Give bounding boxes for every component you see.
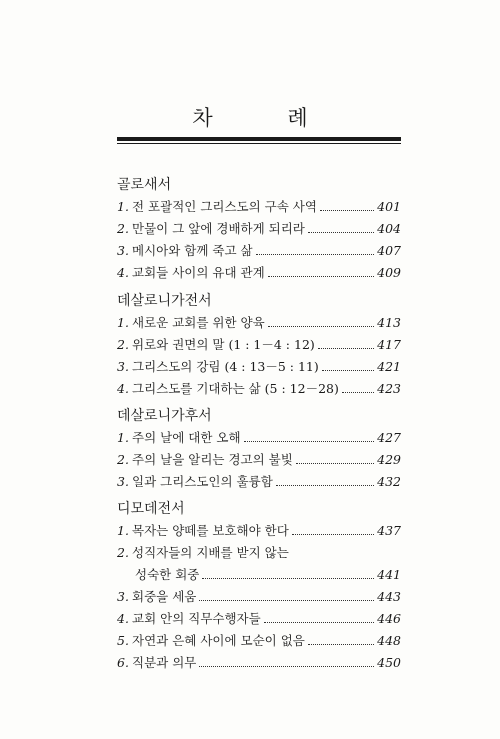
entry-page: 437 bbox=[377, 523, 401, 538]
leader-dots bbox=[268, 276, 374, 277]
section-title: 골로새서 bbox=[117, 177, 172, 193]
section-colossians bbox=[117, 174, 401, 284]
toc-entry-continuation[interactable] bbox=[117, 564, 401, 586]
leader-dots bbox=[244, 441, 375, 442]
entry-number: 5. bbox=[117, 633, 129, 648]
toc-entry[interactable] bbox=[117, 356, 401, 378]
entry-title: 그리스도의 강림 (4 : 13－5 : 11) bbox=[132, 359, 319, 374]
entry-page: 429 bbox=[377, 452, 401, 467]
entry-page: 407 bbox=[377, 243, 401, 258]
leader-dots bbox=[276, 485, 374, 486]
toc-entry[interactable] bbox=[117, 334, 401, 356]
toc-entry[interactable] bbox=[117, 262, 401, 284]
leader-dots bbox=[322, 370, 374, 371]
entry-page: 417 bbox=[377, 337, 401, 352]
leader-dots bbox=[308, 644, 374, 645]
toc-entry[interactable] bbox=[117, 542, 401, 564]
toc-entry[interactable] bbox=[117, 312, 401, 334]
entry-page: 413 bbox=[377, 315, 401, 330]
toc-entry[interactable] bbox=[117, 449, 401, 471]
entry-title: 주의 날을 알리는 경고의 불빛 bbox=[132, 452, 293, 467]
toc-entry[interactable] bbox=[117, 652, 401, 674]
entry-number: 3. bbox=[117, 243, 129, 258]
page-title: 차 례 bbox=[192, 106, 342, 130]
entry-page: 432 bbox=[377, 474, 401, 489]
entry-number: 1. bbox=[117, 199, 129, 214]
entry-title: 그리스도를 기대하는 삶 (5 : 12－28) bbox=[132, 381, 339, 396]
entry-title: 전 포괄적인 그리스도의 구속 사역 bbox=[132, 199, 317, 214]
section-1-timothy bbox=[117, 498, 401, 674]
entry-page: 427 bbox=[377, 430, 401, 445]
section-title: 데살로니가후서 bbox=[117, 408, 212, 424]
toc-entry[interactable] bbox=[117, 378, 401, 400]
leader-dots bbox=[268, 326, 374, 327]
entry-title: 교회 안의 직무수행자들 bbox=[132, 611, 261, 626]
leader-dots bbox=[296, 463, 374, 464]
entry-number: 2. bbox=[117, 337, 129, 352]
entry-number: 1. bbox=[117, 523, 129, 538]
section-title: 데살로니가전서 bbox=[117, 293, 212, 309]
entry-page: 446 bbox=[377, 611, 401, 626]
entry-number: 4. bbox=[117, 265, 129, 280]
leader-dots bbox=[202, 578, 374, 579]
entry-page: 409 bbox=[377, 265, 401, 280]
section-2-thessalonians bbox=[117, 405, 401, 493]
entry-number: 2. bbox=[117, 221, 129, 236]
toc-entry[interactable] bbox=[117, 218, 401, 240]
section-title: 디모데전서 bbox=[117, 501, 185, 517]
title-rule-thick bbox=[117, 137, 401, 141]
toc-entry[interactable] bbox=[117, 608, 401, 630]
entry-number: 3. bbox=[117, 474, 129, 489]
entry-title: 성직자들의 지배를 받지 않는 bbox=[132, 545, 289, 560]
entry-page: 443 bbox=[377, 589, 401, 604]
entry-number: 2. bbox=[117, 452, 129, 467]
leader-dots bbox=[342, 392, 374, 393]
entry-number: 3. bbox=[117, 589, 129, 604]
entry-title: 위로와 권면의 말 (1 : 1－4 : 12) bbox=[132, 337, 315, 352]
entry-page: 441 bbox=[377, 567, 401, 582]
entry-number: 4. bbox=[117, 381, 129, 396]
entry-title: 목자는 양떼를 보호해야 한다 bbox=[132, 523, 289, 538]
section-1-thessalonians bbox=[117, 290, 401, 400]
toc-entry[interactable] bbox=[117, 520, 401, 542]
entry-title: 자연과 은혜 사이에 모순이 없음 bbox=[132, 633, 305, 648]
entry-page: 448 bbox=[377, 633, 401, 648]
entry-title: 새로운 교회를 위한 양육 bbox=[132, 315, 265, 330]
entry-number: 4. bbox=[117, 611, 129, 626]
title-rule-thin bbox=[117, 143, 401, 144]
entry-title: 교회들 사이의 유대 관계 bbox=[132, 265, 265, 280]
entry-number: 6. bbox=[117, 655, 129, 670]
entry-title: 직분과 의무 bbox=[132, 655, 197, 670]
entry-number: 2. bbox=[117, 545, 129, 560]
entry-page: 450 bbox=[377, 655, 401, 670]
toc-entry[interactable] bbox=[117, 630, 401, 652]
entry-number: 3. bbox=[117, 359, 129, 374]
entry-title: 메시아와 함께 죽고 삶 bbox=[132, 243, 253, 258]
toc-entry[interactable] bbox=[117, 427, 401, 449]
entry-number: 1. bbox=[117, 430, 129, 445]
entry-title: 회중을 세움 bbox=[132, 589, 197, 604]
leader-dots bbox=[318, 348, 374, 349]
leader-dots bbox=[320, 210, 374, 211]
leader-dots bbox=[308, 232, 374, 233]
entry-page: 401 bbox=[377, 199, 401, 214]
entry-page: 421 bbox=[377, 359, 401, 374]
leader-dots bbox=[292, 534, 374, 535]
entry-title: 일과 그리스도인의 훌륭함 bbox=[132, 474, 273, 489]
entry-title: 만물이 그 앞에 경배하게 되리라 bbox=[132, 221, 305, 236]
leader-dots bbox=[199, 600, 374, 601]
leader-dots bbox=[256, 254, 375, 255]
entry-title: 성숙한 회중 bbox=[135, 567, 200, 582]
entry-page: 404 bbox=[377, 221, 401, 236]
toc-entry[interactable] bbox=[117, 240, 401, 262]
entry-page: 423 bbox=[377, 381, 401, 396]
toc-entry[interactable] bbox=[117, 471, 401, 493]
toc-entry[interactable] bbox=[117, 586, 401, 608]
leader-dots bbox=[264, 622, 374, 623]
entry-number: 1. bbox=[117, 315, 129, 330]
toc-entry[interactable] bbox=[117, 196, 401, 218]
entry-title: 주의 날에 대한 오해 bbox=[132, 430, 241, 445]
leader-dots bbox=[199, 666, 374, 667]
